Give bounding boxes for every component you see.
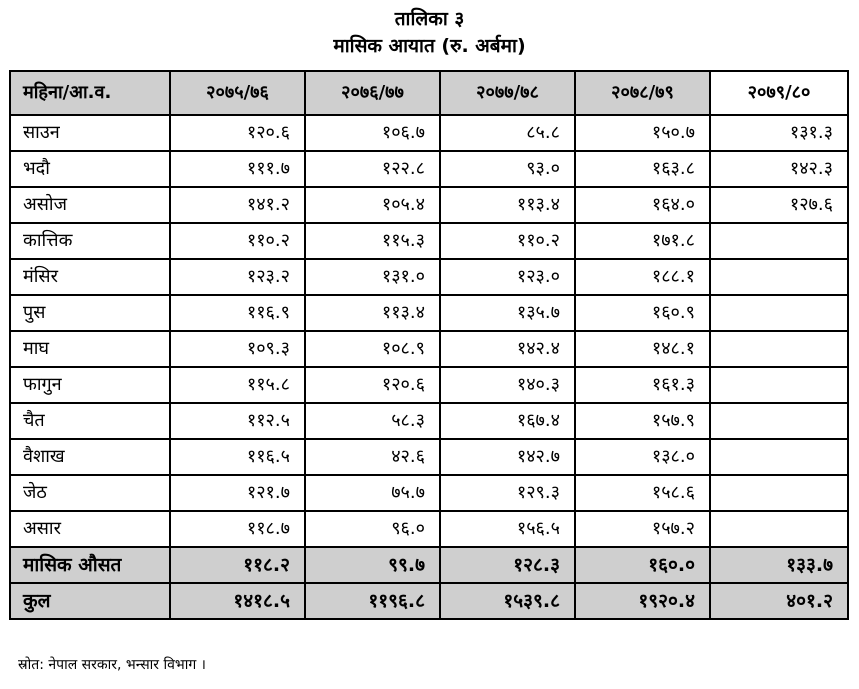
row-label: वैशाख bbox=[10, 439, 170, 475]
value-cell: १८८.१ bbox=[575, 259, 710, 295]
table-row bbox=[10, 151, 848, 187]
value-cell bbox=[710, 511, 848, 547]
value-cell: ९३.० bbox=[440, 151, 575, 187]
row-label: साउन bbox=[10, 115, 170, 151]
value-cell: १२८.३ bbox=[440, 547, 575, 583]
row-label: मासिक औसत bbox=[10, 547, 170, 583]
value-cell: १२३.२ bbox=[170, 259, 305, 295]
value-cell: १४२.४ bbox=[440, 331, 575, 367]
value-cell: १५८.६ bbox=[575, 475, 710, 511]
table-row bbox=[10, 367, 848, 403]
value-cell: ११९६.८ bbox=[305, 583, 440, 619]
value-cell: ९६.० bbox=[305, 511, 440, 547]
table-row bbox=[10, 403, 848, 439]
row-label: पुस bbox=[10, 295, 170, 331]
value-cell: १४१८.५ bbox=[170, 583, 305, 619]
value-cell bbox=[710, 295, 848, 331]
total-row bbox=[10, 583, 848, 619]
table-row bbox=[10, 511, 848, 547]
header-month: महिना/आ.व. bbox=[10, 71, 170, 115]
value-cell: १०५.४ bbox=[305, 187, 440, 223]
row-label: जेठ bbox=[10, 475, 170, 511]
value-cell: १५३९.८ bbox=[440, 583, 575, 619]
value-cell: ११६.५ bbox=[170, 439, 305, 475]
value-cell: ११०.२ bbox=[440, 223, 575, 259]
value-cell: १२७.६ bbox=[710, 187, 848, 223]
value-cell: ९९.७ bbox=[305, 547, 440, 583]
value-cell bbox=[710, 403, 848, 439]
table-row bbox=[10, 295, 848, 331]
value-cell bbox=[710, 223, 848, 259]
value-cell: १२२.८ bbox=[305, 151, 440, 187]
header-year: २०७७/७८ bbox=[440, 71, 575, 115]
value-cell: १११.७ bbox=[170, 151, 305, 187]
header-year: २०७८/७९ bbox=[575, 71, 710, 115]
value-cell: १५०.७ bbox=[575, 115, 710, 151]
table-row bbox=[10, 331, 848, 367]
value-cell: १४२.७ bbox=[440, 439, 575, 475]
header-year: २०७६/७७ bbox=[305, 71, 440, 115]
value-cell: १६०.० bbox=[575, 547, 710, 583]
monthly-import-table bbox=[9, 70, 849, 620]
value-cell: ११८.७ bbox=[170, 511, 305, 547]
source-note: स्रोत: नेपाल सरकार, भन्सार विभाग । bbox=[18, 657, 206, 673]
row-label: फागुन bbox=[10, 367, 170, 403]
value-cell: १५७.२ bbox=[575, 511, 710, 547]
table-subtitle: मासिक आयात (रु. अर्बमा) bbox=[333, 35, 526, 57]
value-cell: १४१.२ bbox=[170, 187, 305, 223]
value-cell: १२०.६ bbox=[305, 367, 440, 403]
row-label: असार bbox=[10, 511, 170, 547]
table-row bbox=[10, 223, 848, 259]
value-cell: १४८.१ bbox=[575, 331, 710, 367]
value-cell: १६४.० bbox=[575, 187, 710, 223]
value-cell: ११३.४ bbox=[440, 187, 575, 223]
value-cell: १०९.३ bbox=[170, 331, 305, 367]
value-cell bbox=[710, 475, 848, 511]
row-label: कात्तिक bbox=[10, 223, 170, 259]
value-cell: ११३.४ bbox=[305, 295, 440, 331]
value-cell: १९२०.४ bbox=[575, 583, 710, 619]
value-cell: ११६.९ bbox=[170, 295, 305, 331]
value-cell: १७१.८ bbox=[575, 223, 710, 259]
table-row bbox=[10, 259, 848, 295]
header-year: २०७५/७६ bbox=[170, 71, 305, 115]
value-cell: ७५.७ bbox=[305, 475, 440, 511]
value-cell: ११२.५ bbox=[170, 403, 305, 439]
value-cell: १३८.० bbox=[575, 439, 710, 475]
value-cell: ४२.६ bbox=[305, 439, 440, 475]
value-cell: १३५.७ bbox=[440, 295, 575, 331]
header-year: २०७९/८० bbox=[710, 71, 848, 115]
table-header-row bbox=[10, 71, 848, 115]
row-label: मंसिर bbox=[10, 259, 170, 295]
table-row bbox=[10, 187, 848, 223]
value-cell: १४२.३ bbox=[710, 151, 848, 187]
table-row bbox=[10, 115, 848, 151]
value-cell: १०८.९ bbox=[305, 331, 440, 367]
row-label: माघ bbox=[10, 331, 170, 367]
row-label: भदौ bbox=[10, 151, 170, 187]
value-cell: १२९.३ bbox=[440, 475, 575, 511]
value-cell: १२३.० bbox=[440, 259, 575, 295]
value-cell: १६०.९ bbox=[575, 295, 710, 331]
value-cell: ८५.८ bbox=[440, 115, 575, 151]
row-label: असोज bbox=[10, 187, 170, 223]
value-cell: १३१.० bbox=[305, 259, 440, 295]
value-cell: १३१.३ bbox=[710, 115, 848, 151]
value-cell bbox=[710, 367, 848, 403]
value-cell: ११५.३ bbox=[305, 223, 440, 259]
value-cell bbox=[710, 331, 848, 367]
table-title: तालिका ३ bbox=[394, 8, 465, 30]
value-cell: ४०१.२ bbox=[710, 583, 848, 619]
value-cell: १५६.५ bbox=[440, 511, 575, 547]
value-cell bbox=[710, 439, 848, 475]
value-cell: १०६.७ bbox=[305, 115, 440, 151]
value-cell: १४०.३ bbox=[440, 367, 575, 403]
value-cell: १२१.७ bbox=[170, 475, 305, 511]
value-cell: ५८.३ bbox=[305, 403, 440, 439]
value-cell: १३३.७ bbox=[710, 547, 848, 583]
value-cell: १६१.३ bbox=[575, 367, 710, 403]
value-cell: १६७.४ bbox=[440, 403, 575, 439]
value-cell: १५७.९ bbox=[575, 403, 710, 439]
value-cell bbox=[710, 259, 848, 295]
value-cell: १६३.८ bbox=[575, 151, 710, 187]
row-label: चैत bbox=[10, 403, 170, 439]
average-row bbox=[10, 547, 848, 583]
table-body bbox=[10, 115, 848, 619]
value-cell: ११८.२ bbox=[170, 547, 305, 583]
value-cell: ११५.८ bbox=[170, 367, 305, 403]
table-row bbox=[10, 475, 848, 511]
value-cell: १२०.६ bbox=[170, 115, 305, 151]
table-row bbox=[10, 439, 848, 475]
row-label: कुल bbox=[10, 583, 170, 619]
value-cell: ११०.२ bbox=[170, 223, 305, 259]
